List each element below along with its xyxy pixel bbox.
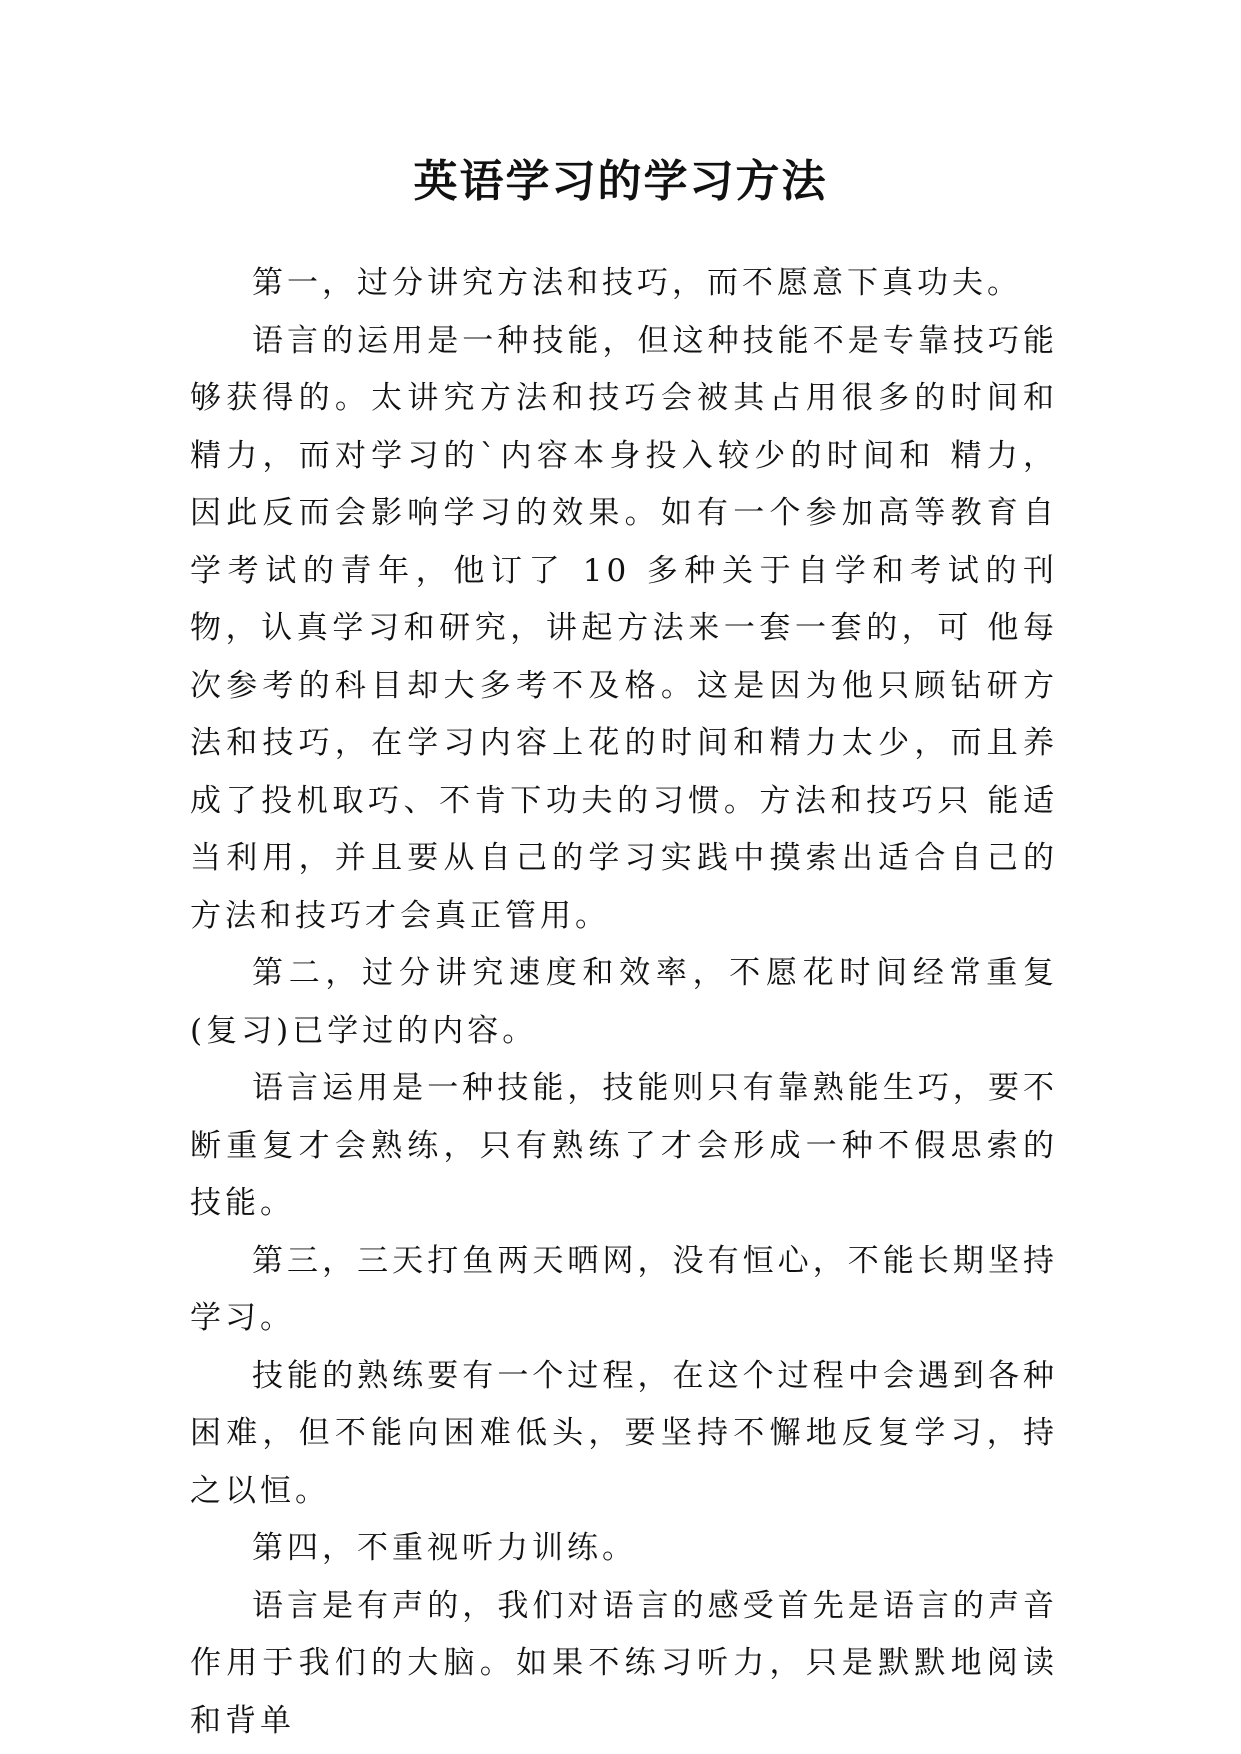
paragraph-8: 语言是有声的，我们对语言的感受首先是语言的声音作用于我们的大脑。如果不练习听力，只是默默地阅读和背单 [190, 1587, 1058, 1739]
paragraph-4: 语言运用是一种技能，技能则只有靠熟能生巧，要不断重复才会熟练，只有熟练了才会形成一种不假思索的技能。 [190, 1070, 1058, 1221]
paragraph-7: 第四，不重视听力训练。 [252, 1530, 637, 1566]
paragraph-6: 技能的熟练要有一个过程，在这个过程中会遇到各种困难，但不能向困难低头，要坚持不懈地反复学习，持之以恒。 [190, 1357, 1058, 1509]
paragraph-2: 语言的运用是一种技能，但这种技能不是专靠技巧能够获得的。太讲究方法和技巧会被其占用很多的时间和精力，而对学习的`内容本身投入较少的时间和 精力，因此反而会影响学习的效果。如有一个参加高等教育自学考试的青年，他订了 10 多种关于自学和考试的刊物，认真学习和研究，讲起方法来一套一套的，可 他每次参考的科目却大多考不及格。这是因为他只顾钻研方法和技巧，在学习内容上花的时间和精力太少，而且养成了投机取巧、不肯下功夫的习惯。方法和技巧只 能适当利用，并且要从自己的学习实践中摸索出适合自己的方法和技巧才会真正管用。 [190, 322, 1058, 934]
paragraph-5: 第三，三天打鱼两天晒网，没有恒心，不能长期坚持学习。 [190, 1242, 1058, 1336]
paragraph-1: 第一，过分讲究方法和技巧，而不愿意下真功夫。 [252, 265, 1022, 301]
document-body [190, 255, 1058, 1750]
document-title: 英语学习的学习方法 [413, 156, 828, 207]
paragraph-3: 第二，过分讲究速度和效率，不愿花时间经常重复(复习)已学过的内容。 [190, 955, 1058, 1049]
